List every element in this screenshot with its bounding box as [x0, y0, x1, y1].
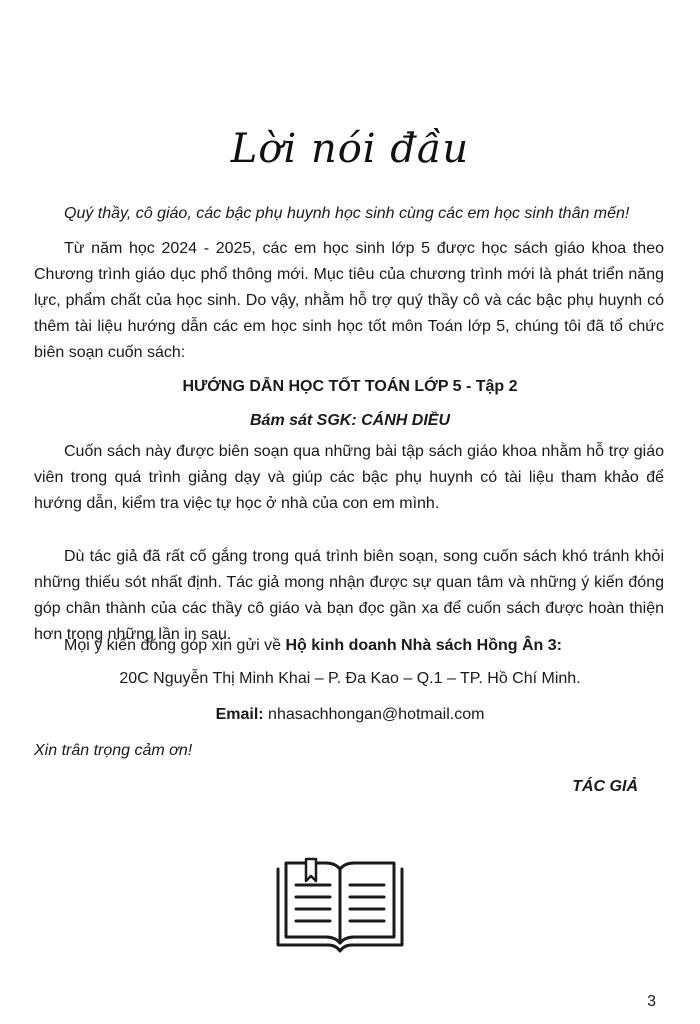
book-title: HƯỚNG DẪN HỌC TỐT TOÁN LỚP 5 - Tập 2 [182, 378, 518, 395]
apology-paragraph: Dù tác giả đã rất cố gắng trong quá trình biên soạn, song cuốn sách khó tránh khỏi những thiếu sót nhất định. Tác giả mong nhận được sự quan tâm và những ý kiến đóng góp chân thành của các thầy cô giáo và bạn đọc gần xa để cuốn sách được hoàn thiện hơn trong những lần in sau. [34, 548, 664, 643]
email-address: nhasachhongan@hotmail.com [263, 706, 485, 723]
email-label: Email: [215, 706, 264, 723]
greeting: Quý thầy, cô giáo, các bậc phụ huynh học sinh cùng các em học sinh thân mến! [64, 205, 630, 222]
author-signature: TÁC GIẢ [572, 778, 638, 795]
book-subtitle: Bám sát SGK: CÁNH DIỀU [249, 412, 451, 429]
purpose-paragraph: Cuốn sách này được biên soạn qua những bài tập sách giáo khoa nhằm hỗ trợ giáo viên trong quá trình giảng dạy và giúp các bậc phụ huynh có tài liệu tham khảo để hướng dẫn, kiểm tra việc tự học ở nhà của con em mình. [34, 443, 664, 512]
address: 20C Nguyễn Thị Minh Khai – P. Đa Kao – Q.1 – TP. Hồ Chí Minh. [119, 670, 581, 687]
page-title: Lời nói đầu [230, 126, 470, 172]
contact-line [64, 634, 664, 658]
publisher-name: Hộ kinh doanh Nhà sách Hồng Ân 3: [285, 637, 562, 654]
open-book-icon [270, 855, 410, 953]
intro-paragraph: Từ năm học 2024 - 2025, các em học sinh lớp 5 được học sách giáo khoa theo Chương trình giáo dục phổ thông mới. Mục tiêu của chương trình mới là phát triển năng lực, phẩm chất của học sinh. Do vậy, nhằm hỗ trợ quý thầy cô và các bậc phụ huynh có thêm tài liệu hướng dẫn các em học sinh học tốt môn Toán lớp 5, chúng tôi đã tổ chức biên soạn cuốn sách: [34, 240, 664, 361]
email-line [0, 703, 700, 727]
contact-intro: Mọi ý kiến đóng góp xin gửi về [64, 637, 286, 654]
closing-thanks: Xin trân trọng cảm ơn! [34, 742, 193, 759]
page-number: 3 [647, 993, 656, 1010]
